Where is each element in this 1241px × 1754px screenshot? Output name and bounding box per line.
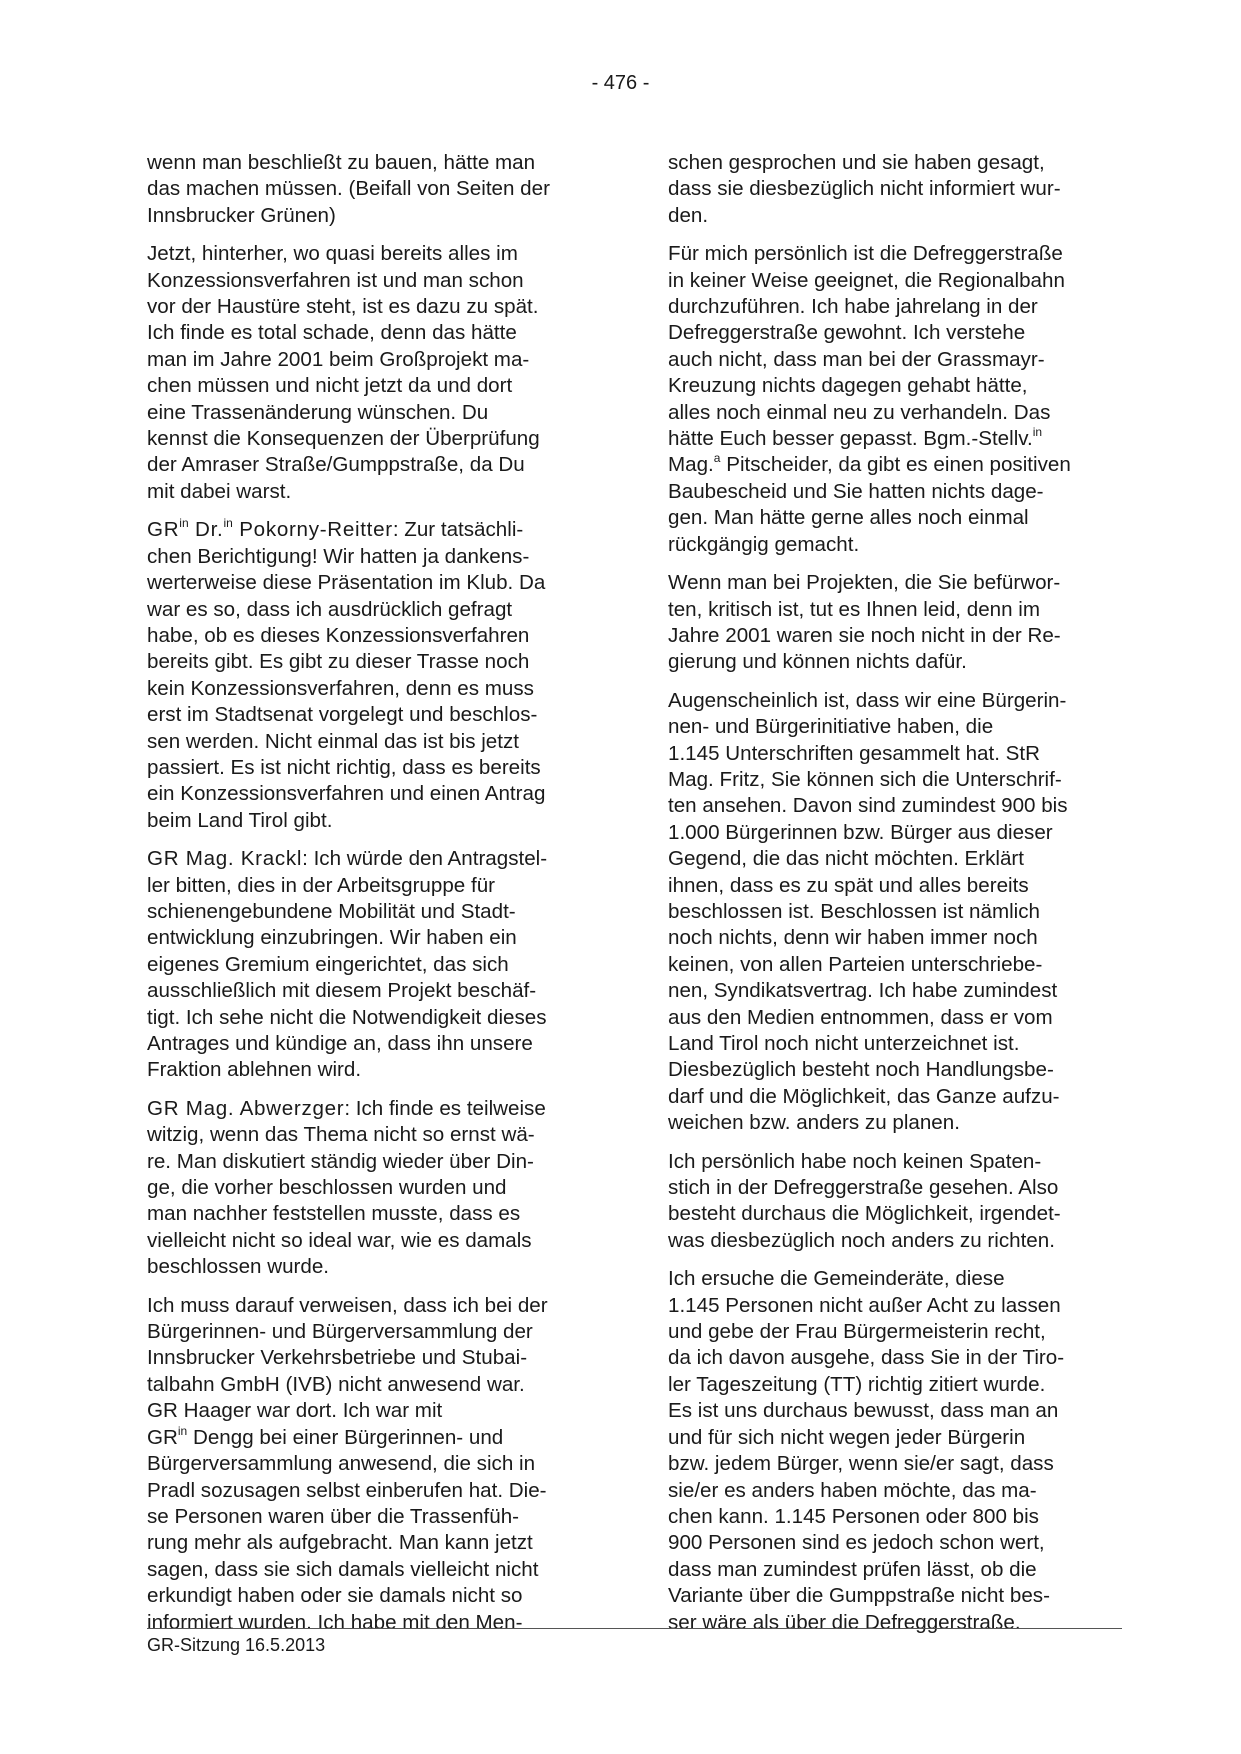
paragraph: Ich ersuche die Gemeinderäte, diese 1.145 Personen nicht außer Acht zu lassen und gebe der Frau Bürgermeisterin recht, da ich davon ausgehe, dass Sie in der Tiro- ler Tageszeitung (TT) richtig zitiert wurde. Es ist uns durchaus bewusst, dass man an und für sich nicht wegen jeder Bürgerin bzw. jedem Bürger, wenn sie/er sagt, dass sie/er es anders haben möchte, das ma- chen kann. 1.145 Personen oder 800 bis 900 Personen sind es jedoch schon wert, dass man zumindest prüfen lässt, ob die Variante über die Gumppstraße nicht bes- ser wäre als über die Defreggerstraße. xyxy=(668,1267,1065,1634)
speech-krackl xyxy=(147,846,602,1084)
speaker-name: GR Mag. Krackl xyxy=(147,847,303,871)
speech-text: : Ich würde den Antragstel- ler bitten, dies in der Arbeitsgruppe für schienengebundene Mobilität und Stadt- entwicklung einzubringen. Wir haben ein eigenes Gremium eingerichtet, das sich ausschließlich mit diesem Projekt beschäf- tigt. Ich sehe nicht die Notwendigkeit dieses Antrages und kündige an, dass ihn unsere Fraktion ablehnen wird. xyxy=(147,847,548,1082)
paragraph: Jetzt, hinterher, wo quasi bereits alles im Konzessionsverfahren ist und man schon vor der Haustüre steht, ist es dazu zu spät. Ich finde es total schade, denn das hätte man im Jahre 2001 beim Großprojekt ma- chen müssen und nicht jetzt da und dort eine Trassenänderung wünschen. Du kennst die Konsequenzen der Überprüfung der Amraser Straße/Gumppstraße, da Du mit dabei warst. xyxy=(147,242,540,503)
paragraph-text: Ich muss darauf verweisen, dass ich bei der Bürgerinnen- und Bürgerversammlung der Innsbrucker Verkehrsbetriebe und Stubai- talbahn GmbH (IVB) nicht anwesend war. GR Haager war dort. Ich war mit GR xyxy=(147,1293,548,1449)
paragraph: Ich persönlich habe noch keinen Spaten- stich in der Defreggerstraße gesehen. Also besteht durchaus die Möglichkeit, irgendet- was diesbezüglich noch anders zu richten. xyxy=(668,1149,1061,1252)
footer-session-label: GR-Sitzung 16.5.2013 xyxy=(147,1635,326,1655)
paragraph-text: Dengg bei einer Bürgerinnen- und Bürgerversammlung anwesend, die sich in Pradl sozusagen selbst einberufen hat. Die- se Personen waren über die Trassenfüh- rung mehr als aufgebracht. Man kann jetzt sagen, dass sie sich damals vielleicht nicht erkundigt haben oder sie damals nicht so informiert wurden. Ich habe mit den Men- xyxy=(147,1425,547,1634)
speech-text: : Zur tatsächli- chen Berichtigung! Wir hatten ja dankens- werterweise diese Präsentation im Klub. Da war es so, dass ich ausdrücklich gefragt habe, ob es dieses Konzessionsverfahren bereits gibt. Es gibt zu dieser Trasse noch kein Konzessionsverfahren, denn es muss erst im Stadtsenat vorgelegt und beschlos- sen werden. Nicht einmal das ist bis jetzt passiert. Es ist nicht richtig, dass es bereits ein Konzessionsverfahren und einen Antrag beim Land Tirol gibt. xyxy=(147,518,546,832)
superscript: in xyxy=(1032,425,1043,440)
speaker-title: GR xyxy=(147,518,180,542)
speaker-title: Dr. xyxy=(188,518,224,542)
paragraph: Wenn man bei Projekten, die Sie befürwor- ten, kritisch ist, tut es Ihnen leid, denn im Jahre 2001 waren sie noch nicht in der Re- gierung und können nichts dafür. xyxy=(668,571,1061,674)
paragraph-text: Mag. xyxy=(668,453,714,477)
footer-divider xyxy=(147,1628,1122,1629)
speech-abwerzger xyxy=(147,1096,602,1281)
speech-pokorny-reitter xyxy=(147,517,602,834)
speaker-name: GR Mag. Abwerzger xyxy=(147,1096,345,1120)
paragraph: schen gesprochen und sie haben gesagt, dass sie diesbezüglich nicht informiert wur- den. xyxy=(668,151,1061,227)
superscript: a xyxy=(713,451,721,466)
paragraph: Augenscheinlich ist, dass wir eine Bürgerin- nen- und Bürgerinitiative haben, die 1.145 Unterschriften gesammelt hat. StR Mag. Fritz, Sie können sich die Unterschrif- ten ansehen. Davon sind zumindest 900 bis 1.000 Bürgerinnen bzw. Bürger aus dieser Gegend, die das nicht möchten. Erklärt ihnen, dass es zu spät und alles bereits beschlossen ist. Beschlossen ist nämlich noch nichts, denn wir haben immer noch keinen, von allen Parteien unterschriebe- nen, Syndikatsvertrag. Ich habe zumindest aus den Medien entnommen, dass er vom Land Tirol noch nicht unterzeichnet ist. Diesbezüglich besteht noch Handlungsbe- darf und die Möglichkeit, das Ganze aufzu- weichen bzw. anders zu planen. xyxy=(668,688,1068,1135)
paragraph xyxy=(668,241,1123,558)
page-number: - 476 - xyxy=(591,72,650,94)
paragraph-text: Für mich persönlich ist die Defreggerstraße in keiner Weise geeignet, die Regionalbahn durchzuführen. Ich habe jahrelang in der Defreggerstraße gewohnt. Ich verstehe auch nicht, dass man bei der Grassmayr- Kreuzung nichts dagegen gehabt hätte, alles noch einmal neu zu verhandeln. Das hätte Euch besser gepasst. Bgm.-Stellv. xyxy=(668,242,1065,451)
right-column xyxy=(668,150,1123,1636)
speaker-name: Pokorny-Reitter xyxy=(232,518,393,542)
superscript: in xyxy=(223,516,233,531)
speech-text: : Ich finde es teilweise witzig, wenn das Thema nicht so ernst wä- re. Man diskutiert ständig wieder über Din- ge, die vorher beschlossen wurden und man nachher feststellen musste, dass es vielleicht nicht so ideal war, wie es damals beschlossen wurde. xyxy=(147,1096,546,1279)
paragraph xyxy=(147,1293,602,1636)
superscript: in xyxy=(179,516,189,531)
left-column xyxy=(147,150,602,1636)
superscript: in xyxy=(177,1423,188,1438)
paragraph: wenn man beschließt zu bauen, hätte man das machen müssen. (Beifall von Seiten der Innsbrucker Grünen) xyxy=(147,151,550,227)
paragraph-text: Pitscheider, da gibt es einen positiven Baubescheid und Sie hatten nichts dage- gen. Man hätte gerne alles noch einmal rückgängig gemacht. xyxy=(668,453,1071,556)
